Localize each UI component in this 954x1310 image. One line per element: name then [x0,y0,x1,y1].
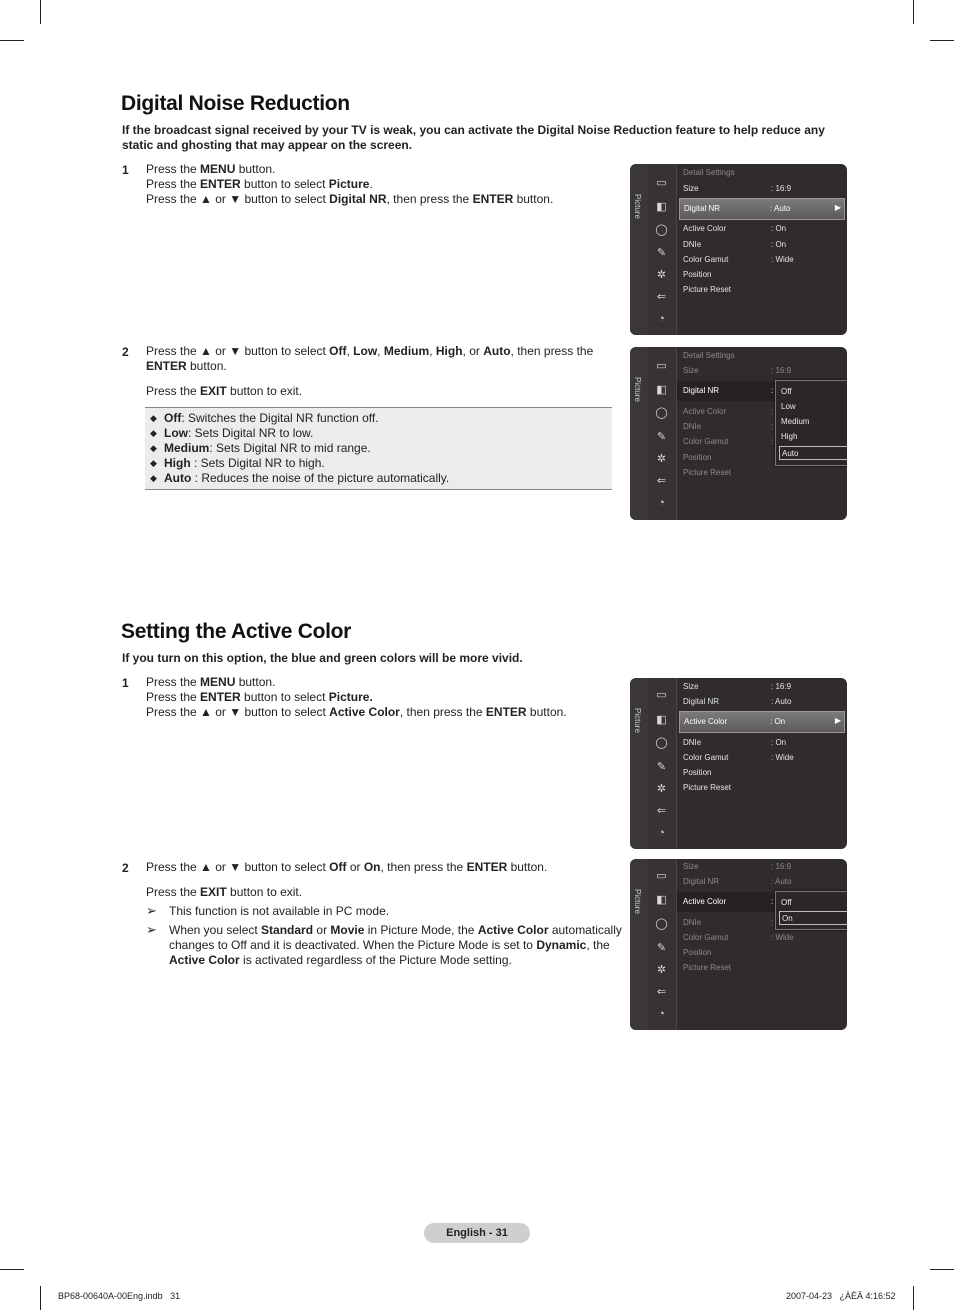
menu-row[interactable]: Active Color : [683,407,774,416]
note-picture-mode: ➢ When you select Standard or Movie in Picture Mode, the Active Color automatically changes to Off and it is deactivated. When the Picture Mode is set to Dynamic, the Active Color is activated regardless of the Picture Mode setting. [146,922,622,967]
input-icon: ✲ [656,964,667,976]
menu-row[interactable]: DNIe : [683,422,774,431]
dropdown-option[interactable]: Off [781,387,792,396]
crop-mark [0,40,24,41]
menu-heading: Detail Settings [683,168,735,177]
picture-icon: ▭ [656,360,667,372]
sound-icon: ◧ [656,894,667,906]
picture-icon: ▭ [656,870,667,882]
option-dropdown[interactable] [775,891,847,930]
channel-icon: ◯ [655,224,668,236]
menu-row[interactable]: DNIe : On [683,738,787,747]
step-2-text: Press the ▲ or ▼ button to select Off or On, then press the ENTER button. [146,860,548,874]
menu-row[interactable]: Picture Reset [683,963,732,972]
support-icon: ◔ [658,827,665,839]
menu-row[interactable]: Size : 16:9 [683,366,792,375]
tv-menu-screenshot [630,859,847,1030]
sound-icon: ◧ [656,714,667,726]
menu-row-highlighted[interactable]: Digital NR : Auto ▶ [679,198,845,220]
setup-icon: ✎ [656,247,667,259]
menu-row[interactable]: Color Gamut : Wide [683,933,794,942]
dropdown-option[interactable]: Off [781,898,792,907]
support-icon: ◔ [658,497,665,509]
section-intro: If the broadcast signal received by your TV is weak, you can activate the Digital Noise Reduction feature to help reduce any static and ghosting that may appear on the screen. [122,123,825,152]
application-icon: ⇐ [656,986,667,998]
tv-menu-screenshot [630,164,847,335]
menu-icon-column [648,164,677,335]
dropdown-option-current[interactable]: On [779,911,847,925]
dropdown-option-current[interactable]: Auto [779,446,847,460]
step-number: 2 [122,861,129,875]
menu-row[interactable]: Picture Reset [683,468,732,477]
menu-row[interactable]: Position [683,768,712,777]
step-1-text: Press the MENU button. Press the ENTER button to select Picture. Press the ▲ or ▼ button to select Active Color, then press the ENTER button. [146,675,567,719]
menu-icon-column [648,347,677,520]
step-1-text: Press the MENU button. Press the ENTER button to select Picture. Press the ▲ or ▼ button to select Digital NR, then press the ENTER button. [146,162,554,206]
crop-mark [913,0,914,24]
dropdown-option[interactable]: Medium [781,417,810,426]
option-dropdown[interactable] [775,380,847,466]
dropdown-option[interactable]: Low [781,402,796,411]
input-icon: ✲ [656,453,667,465]
note-item: ◆ Off: Switches the Digital NR function off. [150,411,379,425]
option-notes-box [145,407,612,490]
menu-row[interactable]: Color Gamut : Wide [683,753,794,762]
crop-mark [913,1286,914,1310]
menu-row[interactable]: Color Gamut : Wide [683,255,794,264]
step-number: 2 [122,345,129,359]
menu-row[interactable]: DNIe : On [683,240,787,249]
support-icon: ◔ [658,1008,665,1020]
note-item: ◆ Medium: Sets Digital NR to mid range. [150,441,371,455]
input-icon: ✲ [656,783,667,795]
sound-icon: ◧ [656,201,667,213]
tv-menu-screenshot [630,347,847,520]
note-pc-mode: ➢ This function is not available in PC mode. [146,903,390,918]
arrow-right-icon: ▶ [834,716,841,725]
arrow-right-icon: ▶ [834,203,841,212]
step-number: 1 [122,163,129,177]
page-number-badge: English - 31 [424,1223,530,1243]
menu-row[interactable]: Color Gamut : [683,437,774,446]
note-item: ◆ Low: Sets Digital NR to low. [150,426,314,440]
note-arrow-icon: ➢ [146,903,157,918]
input-icon: ✲ [656,269,667,281]
menu-icon-column [648,859,677,1030]
crop-mark [40,0,41,24]
menu-row[interactable]: DNIe : [683,918,774,927]
application-icon: ⇐ [656,475,667,487]
section-intro: If you turn on this option, the blue and green colors will be more vivid. [122,651,523,665]
menu-side-tab: Picture [630,164,648,335]
note-arrow-icon: ➢ [146,922,157,937]
menu-icon-column [648,678,677,849]
note-item: ◆ High : Sets Digital NR to high. [150,456,325,470]
menu-row-selected[interactable]: Active Color : [677,892,847,912]
menu-row[interactable]: Digital NR : Auto [683,877,792,886]
menu-row[interactable]: Picture Reset [683,285,732,294]
step-number: 1 [122,676,129,690]
setup-icon: ✎ [656,942,667,954]
menu-row[interactable]: Size : 16:9 [683,184,792,193]
setup-icon: ✎ [656,431,667,443]
menu-row[interactable]: Position [683,453,712,462]
picture-icon: ▭ [656,177,667,189]
crop-mark [0,1269,24,1270]
channel-icon: ◯ [655,407,668,419]
menu-row[interactable]: Digital NR : Auto [683,697,792,706]
crop-mark [40,1286,41,1310]
menu-row[interactable]: Position [683,270,712,279]
channel-icon: ◯ [655,918,668,930]
menu-side-tab: Picture [630,678,648,849]
picture-icon: ▭ [656,689,667,701]
menu-side-tab: Picture [630,347,648,520]
step-2-text: Press the ▲ or ▼ button to select Off, Low, Medium, High, or Auto, then press the ENTER button. [146,344,594,373]
print-timestamp: 2007-04-23 ¿ÀÈÄ 4:16:52 [786,1291,896,1301]
setup-icon: ✎ [656,761,667,773]
menu-row[interactable]: Size : 16:9 [683,682,792,691]
menu-row[interactable]: Size : 16:9 [683,862,792,871]
sound-icon: ◧ [656,384,667,396]
application-icon: ⇐ [656,805,667,817]
menu-side-tab: Picture [630,859,648,1030]
menu-row-selected[interactable]: Digital NR : [677,381,847,401]
crop-mark [930,1269,954,1270]
tv-menu-screenshot [630,678,847,849]
dropdown-option[interactable]: High [781,432,798,441]
application-icon: ⇐ [656,291,667,303]
menu-row[interactable]: Active Color : On [683,224,787,233]
support-icon: ◔ [658,313,665,325]
note-item: ◆ Auto : Reduces the noise of the picture automatically. [150,471,450,485]
menu-heading: Detail Settings [683,351,735,360]
section-title-active-color: Setting the Active Color [121,620,352,643]
menu-row[interactable]: Picture Reset [683,783,732,792]
menu-row[interactable]: Position [683,948,712,957]
crop-mark [930,40,954,41]
channel-icon: ◯ [655,737,668,749]
section-title-digital-nr: Digital Noise Reduction [121,92,350,115]
file-slug: BP68-00640A-00Eng.indb 31 [58,1291,181,1301]
menu-row-highlighted[interactable]: Active Color : On ▶ [679,711,845,733]
exit-instruction: Press the EXIT button to exit. [146,885,303,899]
exit-instruction: Press the EXIT button to exit. [146,384,303,398]
